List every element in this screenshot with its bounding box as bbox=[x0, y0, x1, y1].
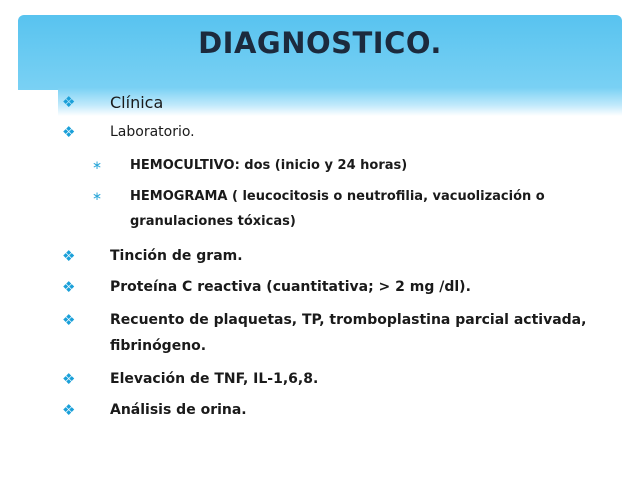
asterisk-bullet-icon: ∗ bbox=[92, 189, 103, 203]
diamond-bullet-icon: ❖ bbox=[62, 93, 76, 111]
diamond-bullet-icon: ❖ bbox=[62, 278, 76, 296]
list-item-text: HEMOCULTIVO: dos (inicio y 24 horas) bbox=[130, 158, 408, 173]
diamond-bullet-icon: ❖ bbox=[62, 311, 76, 329]
list-item-text: Elevación de TNF, IL-1,6,8. bbox=[110, 371, 319, 387]
list-item-text: Análisis de orina. bbox=[110, 402, 247, 418]
asterisk-bullet-icon: ∗ bbox=[92, 158, 103, 172]
list-item-text: Laboratorio. bbox=[110, 124, 195, 140]
slide-title: DIAGNOSTICO. bbox=[198, 26, 442, 60]
list-item-text: fibrinógeno. bbox=[110, 338, 207, 354]
diamond-bullet-icon: ❖ bbox=[62, 247, 76, 265]
list-item-text: granulaciones tóxicas) bbox=[130, 214, 296, 229]
diamond-bullet-icon: ❖ bbox=[62, 123, 76, 141]
list-item-text: Tinción de gram. bbox=[110, 248, 243, 264]
list-item-text: HEMOGRAMA ( leucocitosis o neutrofilia, vacuolización o bbox=[130, 189, 545, 204]
diamond-bullet-icon: ❖ bbox=[62, 401, 76, 419]
diamond-bullet-icon: ❖ bbox=[62, 370, 76, 388]
list-item-text: Clínica bbox=[110, 93, 164, 112]
title-band bbox=[18, 15, 622, 90]
list-item-text: Recuento de plaquetas, TP, tromboplastina parcial activada, bbox=[110, 312, 587, 328]
list-item-text: Proteína C reactiva (cuantitativa; > 2 mg /dl). bbox=[110, 279, 471, 295]
